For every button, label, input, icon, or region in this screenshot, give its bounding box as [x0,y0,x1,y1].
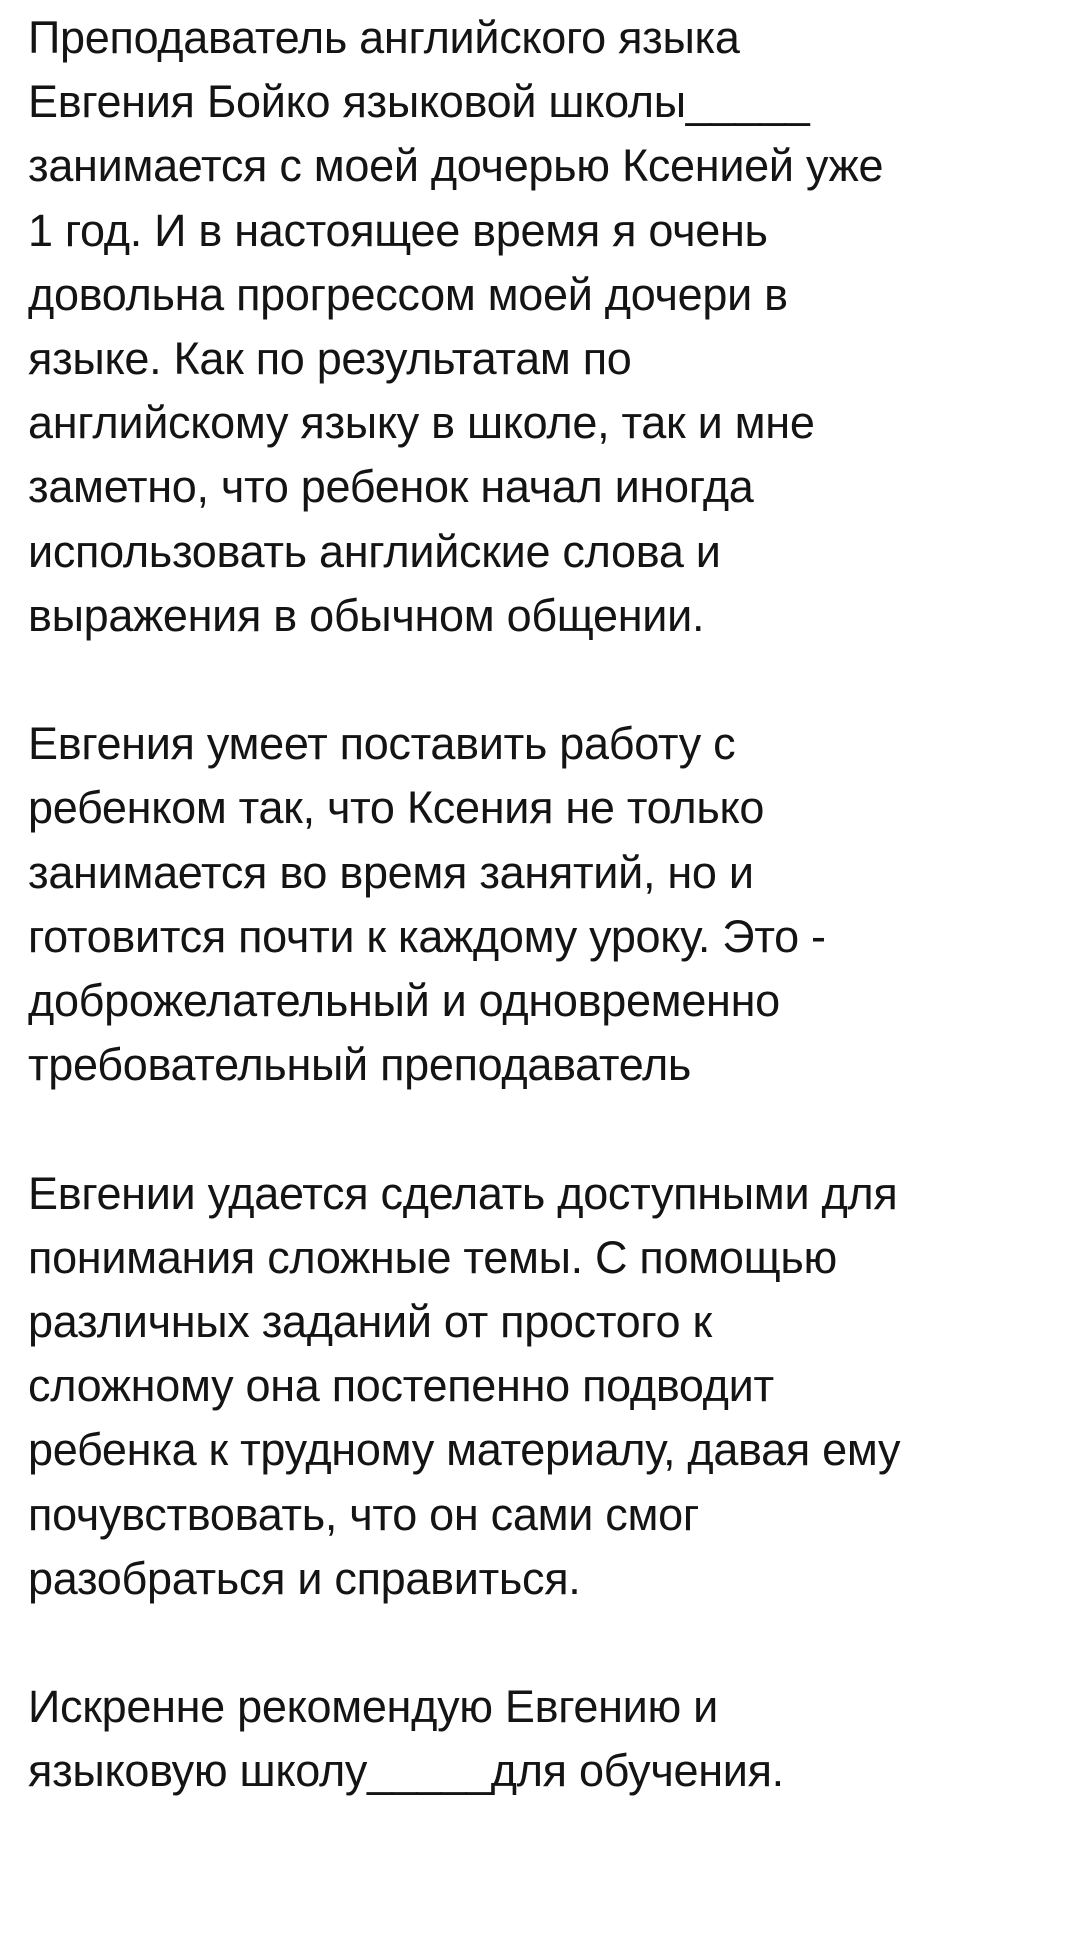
text-line: почувствовать, что он сами смог [28,1488,699,1540]
text-line: занимается с моей дочерью Ксенией уже [28,140,884,192]
text-line: ребенком так, что Ксения не только [28,782,765,834]
paragraph-spacer [28,648,1068,712]
text-line: 1 год. И в настоящее время я очень [28,204,768,256]
text-line: использовать английские слова и [28,525,721,577]
paragraph-1 [28,6,1068,648]
text-line: ребенка к трудному материалу, давая ему [28,1424,901,1476]
paragraph-4 [28,1675,1068,1803]
text-line: Евгения умеет поставить работу с [28,718,736,770]
text-line: разобраться и справиться. [28,1552,581,1604]
text-line: доброжелательный и одновременно [28,975,780,1027]
paragraph-3 [28,1162,1068,1611]
text-line: языковую школу_____для обучения. [28,1745,784,1797]
text-line: выражения в обычном общении. [28,589,705,641]
note-text-body [28,6,1068,1804]
text-line: занимается во время занятий, но и [28,846,754,898]
text-line: заметно, что ребенок начал иногда [28,461,754,513]
text-line: готовится почти к каждому уроку. Это - [28,910,826,962]
text-line: понимания сложные темы. С помощью [28,1231,837,1283]
paragraph-spacer [28,1611,1068,1675]
text-line: Искренне рекомендую Евгению и [28,1681,718,1733]
text-line: Евгения Бойко языковой школы_____ [28,76,810,128]
text-line: довольна прогрессом моей дочери в [28,268,788,320]
paragraph-2 [28,712,1068,1097]
text-line: английскому языку в школе, так и мне [28,397,815,449]
text-line: Преподаватель английского языка [28,12,740,63]
text-line: Евгении удается сделать доступными для [28,1167,898,1219]
text-line: сложному она постепенно подводит [28,1360,774,1412]
text-line: требовательный преподаватель [28,1039,692,1091]
paragraph-spacer [28,1097,1068,1161]
text-line: языке. Как по результатам по [28,333,632,385]
text-line: различных заданий от простого к [28,1296,712,1348]
